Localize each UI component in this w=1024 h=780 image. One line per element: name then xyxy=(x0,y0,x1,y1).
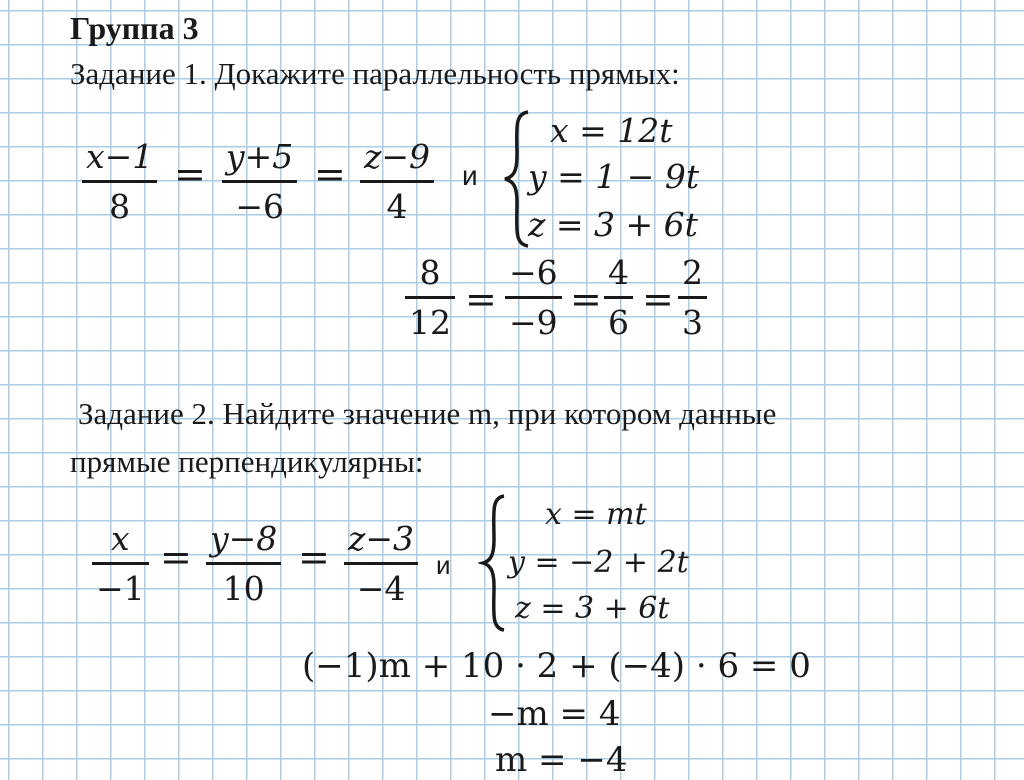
group-title: Группа 3 xyxy=(70,10,199,46)
fraction-bar xyxy=(360,180,434,183)
fraction-numerator: x xyxy=(111,519,130,558)
task2-fraction-z xyxy=(344,519,418,608)
task2-fraction-y xyxy=(206,519,281,608)
ratio-fraction xyxy=(604,253,633,342)
ratio-fraction xyxy=(405,253,455,342)
fraction-numerator: −6 xyxy=(509,253,558,292)
equals-sign: = xyxy=(174,152,206,196)
fraction-denominator: −1 xyxy=(96,568,145,608)
fraction-bar xyxy=(206,562,281,565)
system-equation: y = −2 + 2t xyxy=(508,545,689,580)
equals-sign: = xyxy=(570,277,602,321)
fraction-numerator: y+5 xyxy=(226,137,294,176)
system-equation: z = 3 + 6t xyxy=(528,205,698,244)
fraction-numerator: y−8 xyxy=(210,519,278,558)
fraction-bar xyxy=(678,296,707,299)
task2-heading: Задание 2. Найдите значение m, при котором данные xyxy=(78,396,777,431)
task1-fraction-z xyxy=(360,137,434,226)
equals-sign: = xyxy=(642,277,674,321)
ratio-fraction xyxy=(678,253,707,342)
ratio-fraction xyxy=(505,253,562,342)
fraction-bar xyxy=(405,296,455,299)
task1-fraction-y xyxy=(222,137,297,226)
fraction-numerator: 8 xyxy=(419,253,441,292)
fraction-denominator: 3 xyxy=(682,302,703,342)
fraction-denominator: 4 xyxy=(386,186,408,226)
task1-fraction-x xyxy=(82,137,157,226)
conjunction-and: и xyxy=(436,550,451,580)
fraction-denominator: −4 xyxy=(356,568,406,608)
fraction-denominator: 10 xyxy=(222,568,265,608)
fraction-bar xyxy=(604,296,633,299)
fraction-denominator: −6 xyxy=(235,186,284,226)
fraction-numerator: 4 xyxy=(608,253,629,292)
equals-sign: = xyxy=(160,535,192,579)
task1-heading: Задание 1. Докажите параллельность прямых: xyxy=(70,56,680,91)
fraction-numerator: z−9 xyxy=(364,137,431,176)
fraction-denominator: 12 xyxy=(409,302,451,342)
fraction-bar xyxy=(222,180,297,183)
fraction-denominator: 8 xyxy=(109,186,131,226)
solution-result: m = −4 xyxy=(495,740,628,780)
system-equation: z = 3 + 6t xyxy=(515,591,670,626)
fraction-bar xyxy=(344,562,418,565)
solution-equation: (−1)m + 10 · 2 + (−4) · 6 = 0 xyxy=(302,646,811,686)
solution-step: −m = 4 xyxy=(488,694,621,734)
equals-sign: = xyxy=(298,535,330,579)
fraction-bar xyxy=(92,562,149,565)
system-equation: y = 1 − 9t xyxy=(528,157,700,196)
conjunction-and: и xyxy=(462,160,478,191)
fraction-denominator: −9 xyxy=(509,302,558,342)
equals-sign: = xyxy=(314,152,346,196)
fraction-denominator: 6 xyxy=(608,302,629,342)
system-equation: x = 12t xyxy=(550,111,673,150)
fraction-numerator: 2 xyxy=(682,253,703,292)
task2-fraction-x xyxy=(92,519,149,608)
fraction-numerator: x−1 xyxy=(86,137,154,176)
system-equation: x = mt xyxy=(545,497,647,532)
curly-brace-icon xyxy=(478,492,510,634)
fraction-bar xyxy=(505,296,562,299)
fraction-bar xyxy=(82,180,157,183)
equals-sign: = xyxy=(465,277,497,321)
task2-heading-line2: прямые перпендикулярны: xyxy=(70,444,424,479)
fraction-numerator: z−3 xyxy=(348,519,415,558)
